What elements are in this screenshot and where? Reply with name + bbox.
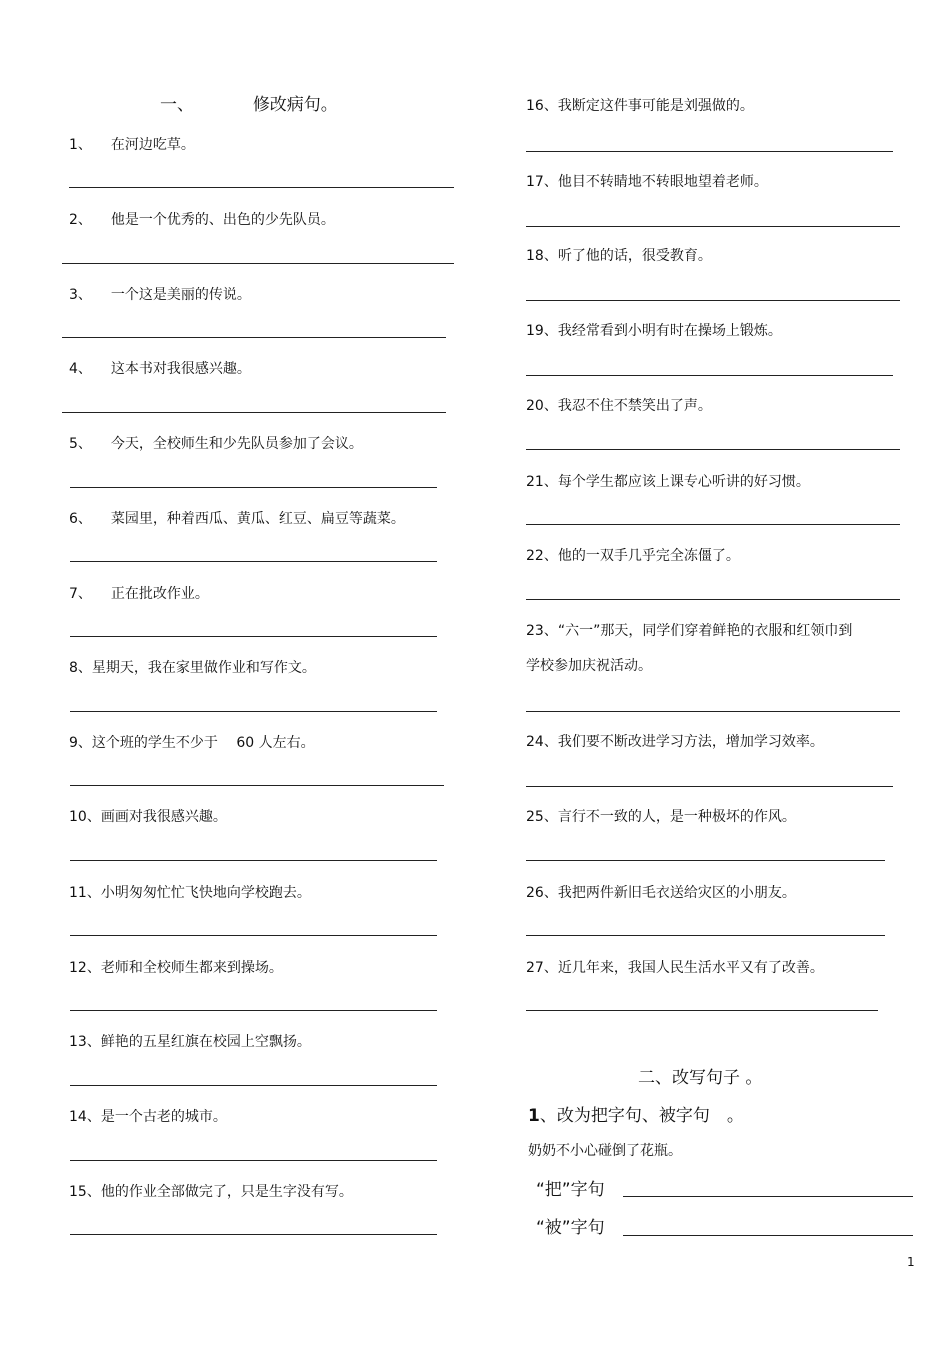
answer-line-9[interactable] [70,785,444,786]
question-number: 17、 [526,174,558,190]
example-sentence-text: 奶奶不小心碰倒了花瓶。 [528,1143,682,1159]
question-12 [69,959,283,977]
question-26 [526,884,796,902]
question-number: 3、 [69,287,92,303]
question-text: 言行不一致的人，是一种极坏的作风。 [557,809,796,825]
section2-heading [638,1067,762,1089]
question-number: 20、 [526,398,558,414]
answer-line-20[interactable] [526,449,900,450]
question-number: 9、 [69,735,92,751]
question-text: 菜园里，种着西瓜、黄瓜、红豆、扁豆等蔬菜。 [110,511,405,527]
question-27 [526,959,824,977]
question-20 [526,397,712,415]
question-text: 这本书对我很感兴趣。 [110,361,251,377]
question-9 [69,734,315,752]
question-number: 14、 [69,1109,101,1125]
answer-line-19[interactable] [526,375,893,376]
section1-number: 一、 [160,95,194,115]
answer-line-16[interactable] [526,151,893,152]
question-number: 13、 [69,1034,101,1050]
question-text: 这个班的学生不少于 60 人左右。 [91,735,315,751]
question-15 [69,1183,353,1201]
question-number: 26、 [526,885,558,901]
question-number: 21、 [526,474,558,490]
bei-sentence-answer-line[interactable] [623,1235,913,1236]
question-number: 5、 [69,436,92,452]
question-text: 他的一双手几乎完全冻僵了。 [557,548,740,564]
question-14 [69,1108,227,1126]
question-21 [526,473,810,491]
section2-subheading [528,1105,744,1127]
answer-line-12[interactable] [70,1010,437,1011]
subheading-number: 1 [528,1106,540,1126]
question-7 [69,585,209,603]
answer-line-1[interactable] [69,187,454,188]
question-text: 是一个古老的城市。 [100,1109,227,1125]
question-22 [526,547,740,565]
question-number: 4、 [69,361,92,377]
answer-line-27[interactable] [526,1010,878,1011]
question-number: 12、 [69,960,101,976]
question-number: 25、 [526,809,558,825]
question-number: 19、 [526,323,558,339]
question-text: 我断定这件事可能是刘强做的。 [557,98,754,114]
question-text: 小明匆匆忙忙飞快地向学校跑去。 [100,885,311,901]
answer-line-21[interactable] [526,524,900,525]
answer-line-23[interactable] [526,711,900,712]
example-sentence [528,1142,682,1160]
question-number: 22、 [526,548,558,564]
section2-title: 二、改写句子 。 [638,1068,763,1088]
question-text: 我们要不断改进学习方法，增加学习效率。 [557,734,824,750]
question-text: “六一”那天，同学们穿着鲜艳的衣服和红领巾到 [557,623,853,639]
question-10 [69,808,227,826]
answer-line-18[interactable] [526,300,900,301]
answer-line-4[interactable] [62,412,446,413]
question-text: 每个学生都应该上课专心听讲的好习惯。 [557,474,810,490]
ba-label-text: “把”字句 [536,1180,605,1200]
question-number: 16、 [526,98,558,114]
question-number: 15、 [69,1184,101,1200]
question-23 [526,622,852,640]
question-number: 18、 [526,248,558,264]
bei-label-text: “被”字句 [536,1218,605,1238]
question-text: 今天，全校师生和少先队员参加了会议。 [110,436,363,452]
question-1 [69,136,195,154]
answer-line-8[interactable] [70,711,437,712]
answer-line-7[interactable] [70,636,437,637]
question-text: 鲜艳的五星红旗在校园上空飘扬。 [100,1034,311,1050]
question-13 [69,1033,311,1051]
answer-line-26[interactable] [526,935,885,936]
ba-sentence-label [536,1179,605,1201]
question-number: 7、 [69,586,92,602]
question-text: 他目不转睛地不转眼地望着老师。 [557,174,768,190]
question-11 [69,884,311,902]
question-16 [526,97,754,115]
section1-title: 修改病句。 [252,95,338,115]
answer-line-10[interactable] [70,860,437,861]
question-19 [526,322,782,340]
question-text: 我忍不住不禁笑出了声。 [557,398,712,414]
answer-line-24[interactable] [526,786,893,787]
question-number: 23、 [526,623,558,639]
question-8 [69,659,316,677]
question-number: 2、 [69,212,92,228]
question-text: 老师和全校师生都来到操场。 [100,960,283,976]
question-text: 他是一个优秀的、出色的少先队员。 [110,212,335,228]
page-number-text: 1 [907,1255,915,1269]
question-text: 听了他的话，很受教育。 [557,248,712,264]
answer-line-14[interactable] [70,1160,437,1161]
question-text: 星期天，我在家里做作业和写作文。 [91,660,316,676]
question-6 [69,510,405,528]
question-number: 11、 [69,885,101,901]
answer-line-13[interactable] [70,1085,437,1086]
answer-line-5[interactable] [70,487,437,488]
question-text: 我把两件新旧毛衣送给灾区的小朋友。 [557,885,796,901]
answer-line-6[interactable] [70,561,437,562]
section1-heading [160,94,338,116]
answer-line-11[interactable] [70,935,437,936]
question-text: 学校参加庆祝活动。 [526,658,652,674]
question-3 [69,286,251,304]
question-number: 24、 [526,734,558,750]
page-number [907,1255,915,1269]
answer-line-2[interactable] [62,263,454,264]
question-text: 他的作业全部做完了，只是生字没有写。 [100,1184,353,1200]
question-17 [526,173,768,191]
question-number: 27、 [526,960,558,976]
answer-line-15[interactable] [70,1234,437,1235]
question-23-continued [526,657,652,675]
question-text: 近几年来，我国人民生活水平又有了改善。 [557,960,824,976]
question-5 [69,435,363,453]
question-text: 在河边吃草。 [110,137,195,153]
question-text: 画画对我很感兴趣。 [100,809,227,825]
question-text: 我经常看到小明有时在操场上锻炼。 [557,323,782,339]
question-text: 一个这是美丽的传说。 [110,287,251,303]
question-2 [69,211,335,229]
question-25 [526,808,796,826]
question-18 [526,247,712,265]
question-number: 1、 [69,137,92,153]
question-number: 10、 [69,809,101,825]
question-number: 6、 [69,511,92,527]
question-number: 8、 [69,660,92,676]
question-4 [69,360,251,378]
question-24 [526,733,824,751]
bei-sentence-label [536,1217,605,1239]
question-text: 正在批改作业。 [110,586,209,602]
subheading-text: 、改为把字句、被字句 。 [539,1106,744,1126]
answer-line-3[interactable] [62,337,446,338]
answer-line-25[interactable] [526,860,885,861]
answer-line-22[interactable] [526,599,900,600]
answer-line-17[interactable] [526,226,900,227]
ba-sentence-answer-line[interactable] [623,1196,913,1197]
